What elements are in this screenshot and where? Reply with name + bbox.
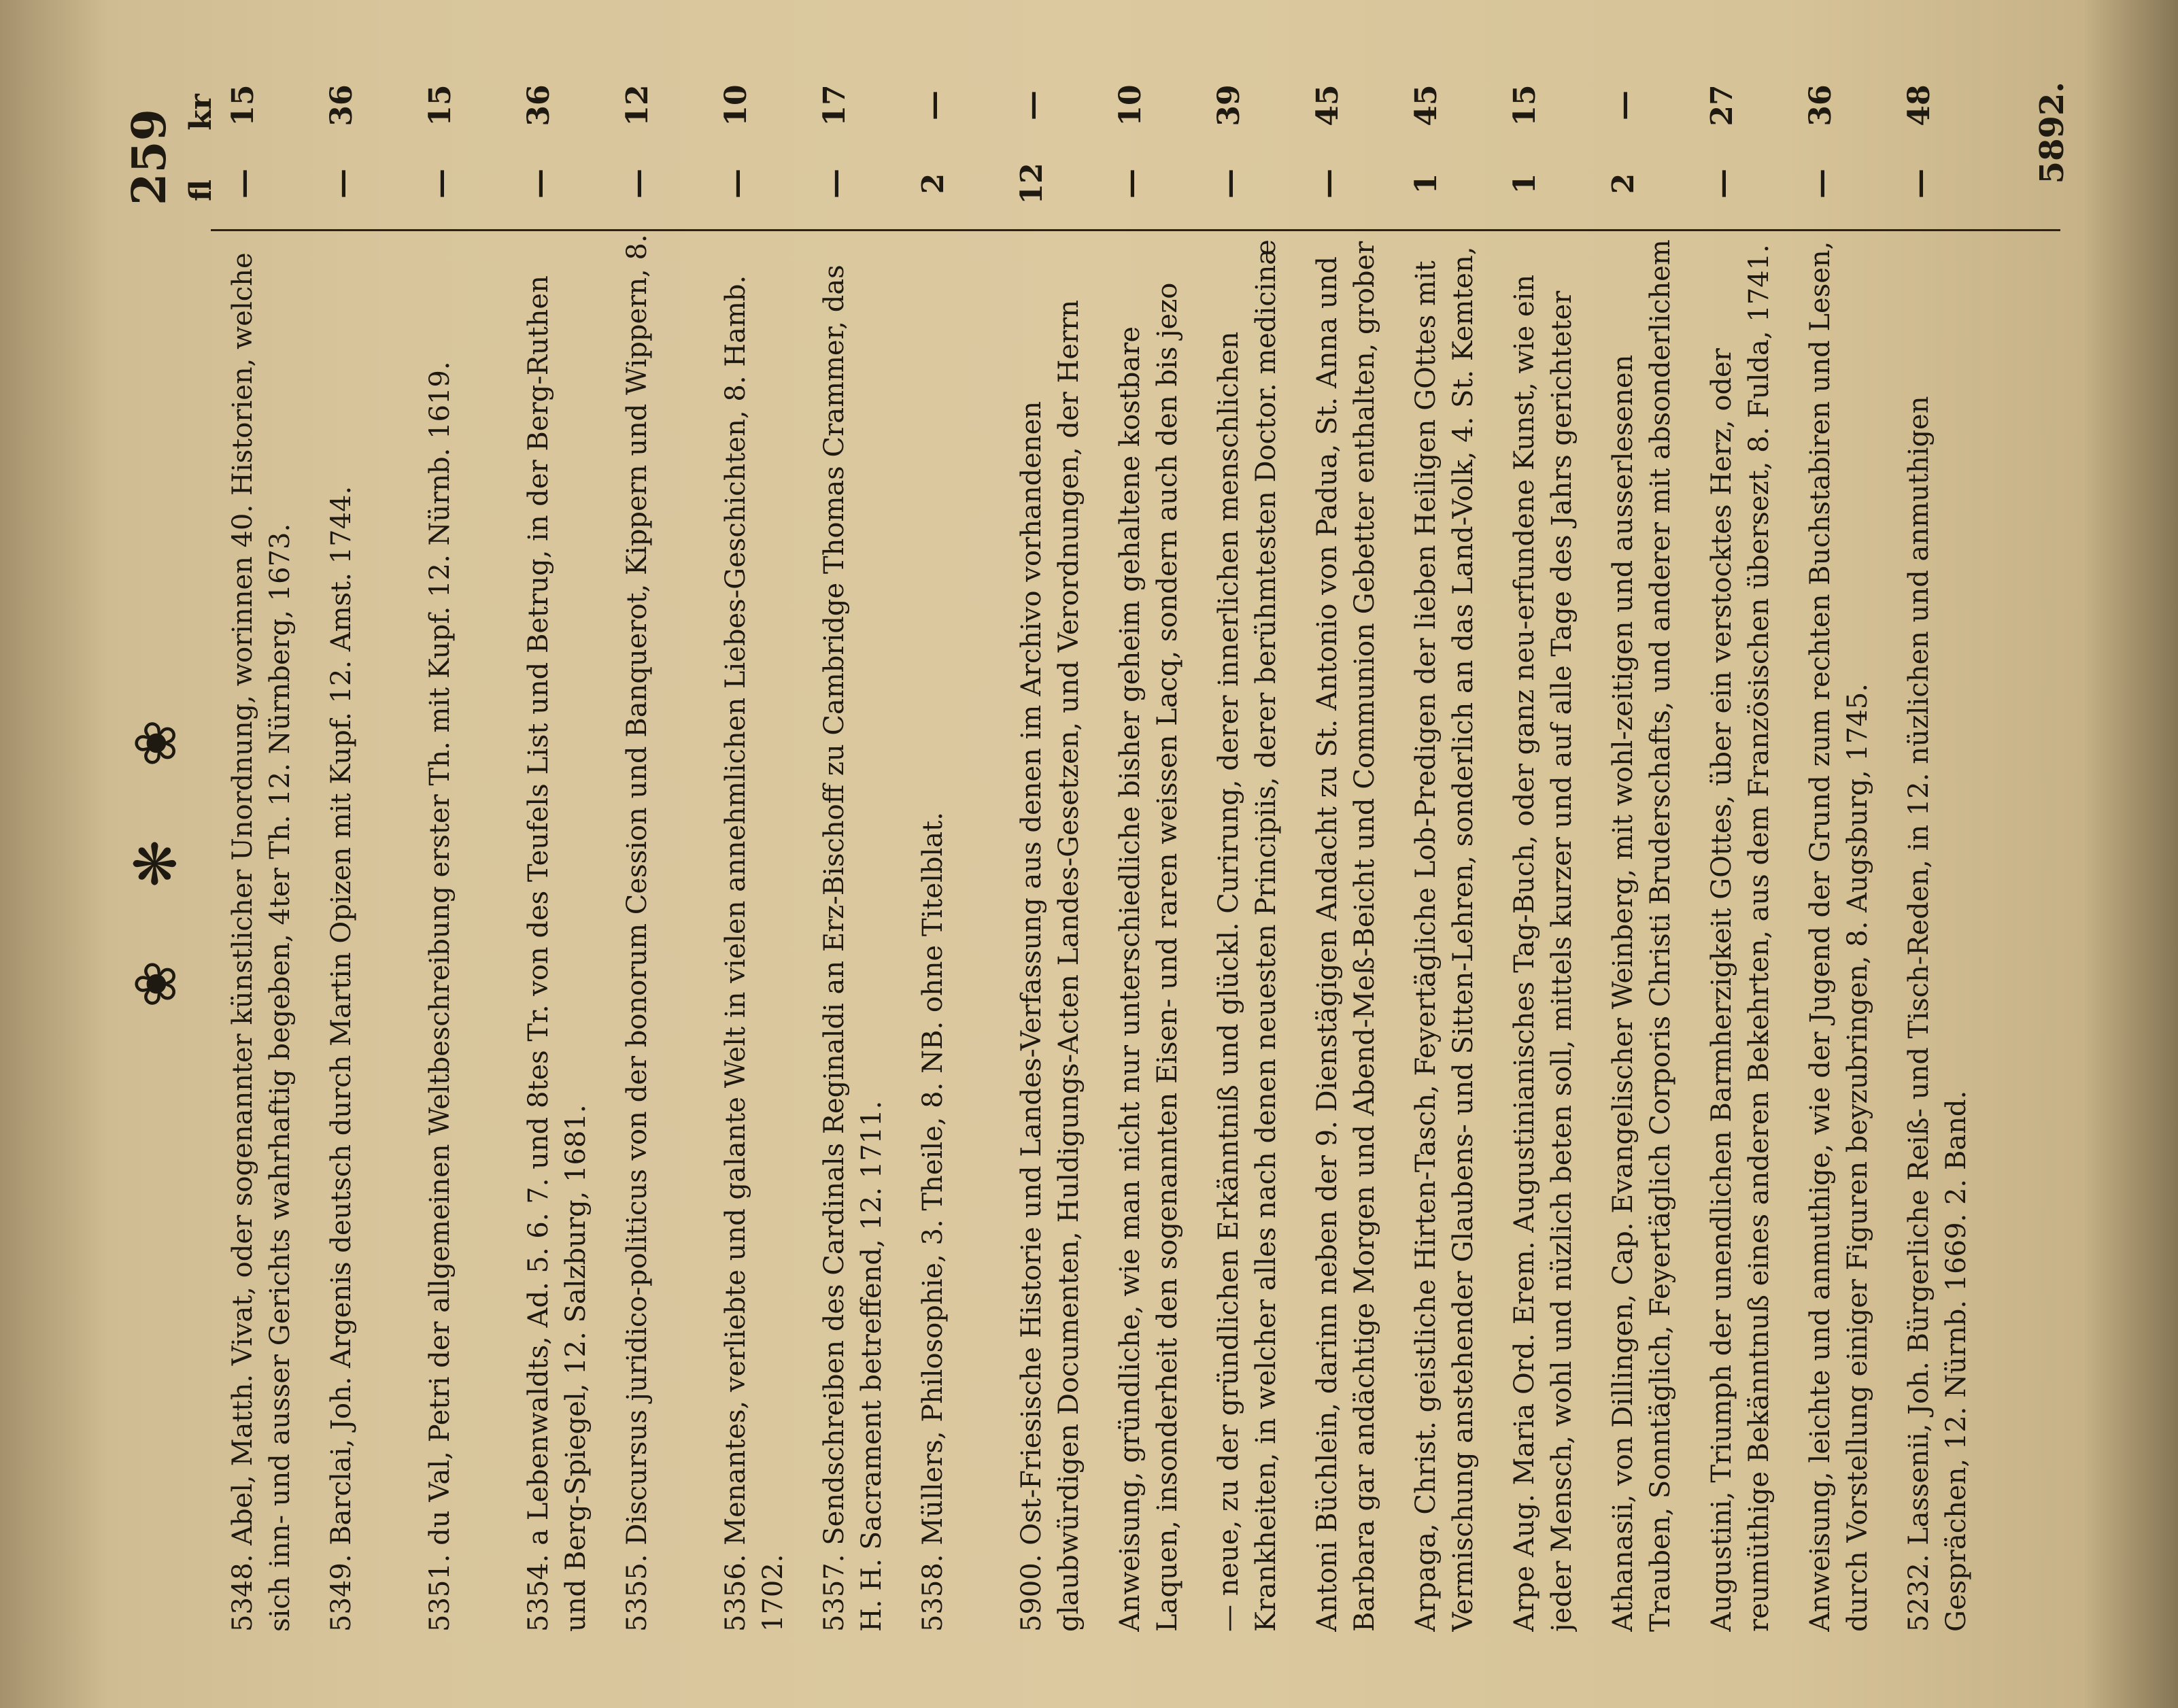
kreuzer-column-header: kr [184, 94, 218, 131]
catalog-entry [1901, 68, 1975, 1632]
rotated-page-content [109, 54, 2071, 1645]
entry-price-florin: 1 [1409, 173, 1444, 194]
entry-text: — neue, zu der gründlichen Erkänntniß und glückl. Curirung, derer innerlichen menschlichen Krankheiten, in welcher alles nach denen neuesten Principiis, derer berühmtesten Doctor. medicinæ [1213, 239, 1282, 1632]
entry-text: Arpaga, Christ. geistliche Hirten-Tasch, Feyertägliche Lob-Predigen der lieben Heiligen GOttes mit Vermischung anstehender Glaubens- und Sitten-Lehren, sonderlich an das Land-Volk, 4. St. Kemten, [1410, 246, 1479, 1632]
ornament-flourish: ❀ ❋ ❀ [122, 691, 189, 1008]
entry-text: 5355. Discursus juridico-politicus von der bonorum Cession und Banquerot, Kippern und Wippern, 8. [622, 234, 653, 1632]
entry-text: 5232. Lassenii, Joh. Bürgerliche Reiß- und Tisch-Reden, in 12. nüzlichen und anmuthigen Gesprächen, 12. Nürnb. 1669. 2. Band. [1903, 396, 1972, 1632]
entry-text: 5357. Sendschreiben des Cardinals Reginaldi an Erz-Bischoff zu Cambridge Thomas Crammer, das H. H. Sacrament betreffend, 12. 1711. [819, 264, 887, 1632]
entry-price-kreuzer: — [1606, 90, 1641, 120]
entry-price-kreuzer: 15 [1508, 84, 1542, 126]
page-number: 259 [122, 109, 177, 205]
catalog-entry [717, 68, 792, 1632]
entry-price-florin: — [423, 169, 458, 199]
catalog-entry [1210, 68, 1285, 1632]
entry-text: Augustini, Triumph der unendlichen Barmherzigkeit GOttes, über ein verstocktes Herz, oder reumüthige Bekänntnuß eines anderen Bekehrten, aus dem Französischen übersezt, 8. Fulda, 1741. [1706, 244, 1775, 1632]
page-edge-shadow-right [2083, 0, 2178, 1708]
entry-price-florin: 2 [1606, 173, 1641, 194]
catalog-entry [1309, 68, 1384, 1632]
entry-price-kreuzer: 10 [719, 84, 753, 126]
entry-price-kreuzer: 15 [226, 84, 260, 126]
entry-price-florin: — [1310, 169, 1345, 199]
entry-price-kreuzer: 36 [1803, 84, 1838, 126]
entry-price-florin: — [1902, 169, 1937, 199]
entry-price-kreuzer: 45 [1310, 84, 1345, 126]
entry-price-florin: — [226, 169, 260, 199]
catalog-entry [224, 68, 299, 1632]
entry-price-kreuzer: 36 [324, 84, 359, 126]
entry-text: Anweisung, gründliche, wie man nicht nur unterschiedliche bisher geheim gehaltene kostbare Laquen, insonderheit den sogenannten Eisen- und raren weissen Lacq, sondern auch den bis jezo [1114, 282, 1183, 1632]
catalog-entry [1013, 68, 1088, 1632]
entry-text: 5349. Barclai, Joh. Argenis deutsch durch Martin Opizen mit Kupf. 12. Amst. 1744. [326, 485, 357, 1632]
entry-price-kreuzer: 12 [620, 84, 655, 126]
entry-price-florin: — [817, 169, 852, 199]
florin-column-header: fl [184, 180, 218, 201]
entry-price-florin: — [620, 169, 655, 199]
entry-text: 5354. a Lebenwaldts, Ad. 5. 6. 7. und 8tes Tr. von des Teufels List und Betrug, in der Berg-Ruthen und Berg-Spiegel, 12. Salzburg, 1681. [523, 275, 592, 1632]
entry-text: 5356. Menantes, verliebte und galante Welt in vielen annehmlichen Liebes-Geschichten, 8. Hamb. 1702. [720, 275, 789, 1632]
entry-price-florin: — [1113, 169, 1148, 199]
catalog-entry [619, 68, 694, 1632]
entry-price-kreuzer: 48 [1902, 84, 1937, 126]
catalog-entry [1408, 68, 1482, 1632]
entry-text: 5348. Abel, Matth. Vivat, oder sogenannter künstlicher Unordnung, worinnen 40. Historien, welche sich inn- und ausser Gerichts wahrhaftig begeben, 4ter Th. 12. Nürnberg, 1673. [227, 252, 296, 1632]
catalog-entry [915, 68, 989, 1632]
entry-price-kreuzer: 10 [1113, 84, 1148, 126]
entry-text: Antoni Büchlein, darinn neben der 9. Dienstägigen Andacht zu St. Antonio von Padua, St. Anna und Barbara gar andächtige Morgen und Abend-Meß-Beicht und Communion Gebetter enthalten, grober [1312, 241, 1380, 1632]
entry-price-florin: — [719, 169, 753, 199]
entry-price-florin: — [1803, 169, 1838, 199]
entry-price-florin: 2 [916, 173, 951, 194]
entry-price-kreuzer: 15 [423, 84, 458, 126]
entry-price-florin: — [1212, 169, 1246, 199]
entry-price-kreuzer: 39 [1212, 84, 1246, 126]
page-edge-shadow-left [0, 0, 109, 1708]
entry-price-florin: 1 [1508, 173, 1542, 194]
entry-price-florin: — [324, 169, 359, 199]
catalog-entry [1112, 68, 1187, 1632]
entry-text: Arpe Aug. Maria Ord. Erem. Augustinianisches Tag-Buch, oder ganz neu-erfundene Kunst, wie ein jeder Mensch, wohl und nüzlich beten soll, mittels kurzer und auf alle Tage des Jahrs gerichteter [1509, 274, 1578, 1632]
catalog-entry [422, 68, 496, 1632]
entry-price-kreuzer: — [916, 90, 951, 120]
page-header [109, 68, 211, 1632]
entry-text: Anweisung, leichte und anmuthige, wie der Jugend der Grund zum rechten Buchstabiren und Lesen, durch Vorstellung einiger Figuren beyzubringen, 8. Augsburg, 1745. [1805, 241, 1873, 1632]
catchword-signature: 5892. [2033, 82, 2071, 184]
entry-text: 5900. Ost-Friesische Historie und Landes-Verfassung aus denen im Archivo vorhandenen glaubwürdigen Documenten, Huldigungs-Acten Landes-Gesetzen, und Verordnungen, der Herrn [1016, 299, 1085, 1632]
entry-text: 5358. Müllers, Philosophie, 3. Theile, 8. NB. ohne Titelblat. [917, 812, 949, 1632]
entry-price-florin: — [522, 169, 556, 199]
entry-text: 5351. du Val, Petri der allgemeinen Weltbeschreibung erster Th. mit Kupf. 12. Nürnb. 1619. [424, 361, 456, 1632]
catalog-entry [1605, 68, 1680, 1632]
entry-price-florin: — [1705, 169, 1739, 199]
catalog-entry [520, 68, 595, 1632]
entry-price-kreuzer: 36 [522, 84, 556, 126]
catalog-entry [1802, 68, 1877, 1632]
entry-price-kreuzer: — [1015, 90, 1049, 120]
entry-price-kreuzer: 17 [817, 84, 852, 126]
catalog-entry [1506, 68, 1581, 1632]
entry-text: Athanasii, von Dillingen, Cap. Evangelischer Weinberg, mit wohl-zeitigen und ausserlesenen Trauben, Sonntäglich, Feyertäglich Corporis Christi Bruderschafts, und anderer mit absonderlichem [1607, 239, 1676, 1632]
entry-price-florin: 12 [1015, 163, 1049, 205]
catalog-entry [816, 68, 891, 1632]
price-column-headers [184, 75, 218, 224]
entry-price-kreuzer: 27 [1705, 84, 1739, 126]
catalog-entry [323, 68, 398, 1632]
catalog-entry [1703, 68, 1778, 1632]
entry-price-kreuzer: 45 [1409, 84, 1444, 126]
